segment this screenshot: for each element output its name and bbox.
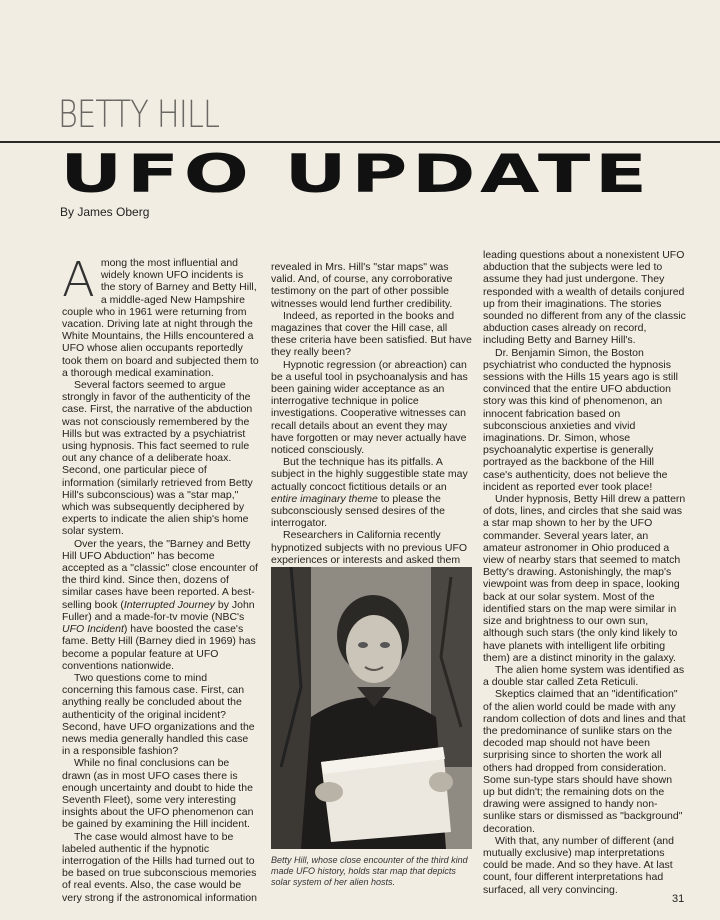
- paragraph: The alien home system was identified as a double star called Zeta Reticuli.: [483, 663, 685, 689]
- photo-illustration: [271, 567, 472, 849]
- emphasis: entire imaginary theme: [271, 492, 378, 505]
- paragraph: Two questions come to mind concerning this famous case. First, can anything really be concluded about the authenticity of the original incident? Second, have UFO organizations and the news media generally handled this case in a responsible fashion?: [62, 671, 255, 758]
- paragraph: Indeed, as reported in the books and magazines that cover the Hill case, all these criteria have been satisfied. But have they really been?: [271, 309, 472, 359]
- paragraph: revealed in Mrs. Hill's "star maps" was valid. And, of course, any corroborative testimony on the part of other possible witnesses would lend further credibility.: [271, 261, 453, 310]
- paragraph: Researchers in California recently hypnotized subjects with no previous UFO experiences or interests and asked them: [271, 529, 468, 566]
- paragraph: Among the most influential and widely known UFO incidents is the story of Barney and Betty Hill, a middle-aged New Hampshire couple who in 1961 were returning from vacation. Driving late at night through the White Mountains, the Hills encountered a UFO whose alien occupants reportedly took them on board and subjected them to a thorough medical examination.: [62, 252, 259, 379]
- column-1: [62, 252, 259, 904]
- paragraph: leading questions about a nonexistent UFO abduction that the subjects were led to assume they had just undergone. They responded with a wealth of details conjured up from their imaginations. The stories sounded no different from any of the classic abduction cases already on record, including Betty and Barney Hill's.: [483, 249, 686, 347]
- paragraph: Several factors seemed to argue strongly in favor of the authenticity of the case. First, the narrative of the abduction was not consciously remembered by the Hills but was extracted by a psychiatrist using hypnosis. This fact seemed to rule out any chance of a deliberate hoax. Second, one particular piece of information (similarly retrieved from Betty Hill's subconscious) was a "star map," which was subsequently deciphered by experts to indicate the alien ship's home solar system.: [62, 379, 253, 538]
- byline: By James Oberg: [60, 205, 150, 219]
- paragraph: Hypnotic regression (or abreaction) can be a useful tool in psychoanalysis and has been gaining wider acceptance as an interrogative technique in police investigations. Cooperative witnesses can recall details about an event they may have forgotten or may never actually have noticed consciously.: [271, 358, 468, 457]
- photo-caption: Betty Hill, whose close encounter of the third kind made UFO history, holds star map that depicts solar system of her alien hosts.: [271, 855, 468, 887]
- paragraph: With that, any number of different (and mutually exclusive) map interpretations could be made. And so they have. At last count, four different interpretations had surfaced, all very convincing.: [483, 834, 674, 896]
- paragraph: The case would almost have to be labeled authentic if the hypnotic interrogation of the Hills had turned out to be based on true subconscious memories of real events. Also, the case would be very strong if the astronomical information: [62, 830, 257, 904]
- drop-cap: A: [62, 252, 95, 308]
- paragraph: Over the years, the "Barney and Betty Hill UFO Abduction" has become accepted as a "classic" close encounter of the third kind. Since then, dozens of similar cases have been reported. A best-selling book (Interrupted Journey by John Fuller) and a made-for-tv movie (NBC's UFO Incident) have boosted the case's fame. Betty Hill (Barney died in 1969) has become a popular feature at UFO conventions nationwide.: [62, 537, 258, 672]
- paragraph: Dr. Benjamin Simon, the Boston psychiatrist who conducted the hypnosis sessions with the Hills 15 years ago is still convinced that the entire UFO abduction story was this kind of phenomenon, an innocent fabrication based on subconscious anxieties and vivid imaginations. Dr. Simon, whose psychoanalytic expertise is generally portrayed as the backbone of the Hill case's authenticity, does not believe the incident as reported ever took place!: [483, 346, 678, 493]
- book-title: Interrupted Journey: [123, 598, 215, 611]
- kicker-title: BETTY HILL: [58, 93, 220, 136]
- paragraph: Under hypnosis, Betty Hill drew a pattern of dots, lines, and circles that she said was a star map shown to her by the UFO commander. Several years later, an amateur astronomer in Ohio produced a view of nearby stars that seemed to match Betty's drawing. Astonishingly, the map's viewpoint was from deep in space, looking back at our solar system. Most of the identified stars on the map were similar in size and brightness to our own sun, although such stars (the only kind likely to have planets with intelligent life orbiting them) are a distinct minority in the galaxy.: [483, 493, 686, 664]
- column-3: [483, 249, 686, 896]
- headline: UFO UPDATE: [60, 144, 652, 205]
- paragraph: While no final conclusions can be drawn (as in most UFO cases there is enough uncertainty and doubt to hide the Seventh Fleet), some very interesting insights about the UFO phenomenon can be gained by examining the Hill incident.: [62, 757, 254, 831]
- paragraph: Skeptics claimed that an "identification" of the alien world could be made with any random collection of dots and lines and that the predominance of sunlike stars on the decoded map should not have been surprising since to shorten the work all others had dropped from consideration. Some sun-type stars should have shown up but didn't; the remaining dots on the drawing were assigned to handy non-sunlike stars or dismissed as "background" decoration.: [483, 688, 686, 835]
- page-number: 31: [672, 893, 685, 905]
- photo-betty-hill: [271, 567, 472, 849]
- header-rule: [0, 141, 720, 143]
- movie-title: UFO Incident: [62, 623, 124, 636]
- column-2: [271, 261, 472, 566]
- paragraph: But the technique has its pitfalls. A subject in the highly suggestible state may actually concoct fictitious details or an entire imaginary theme to please the subconsciously sensed desires of the interrogator.: [271, 456, 468, 530]
